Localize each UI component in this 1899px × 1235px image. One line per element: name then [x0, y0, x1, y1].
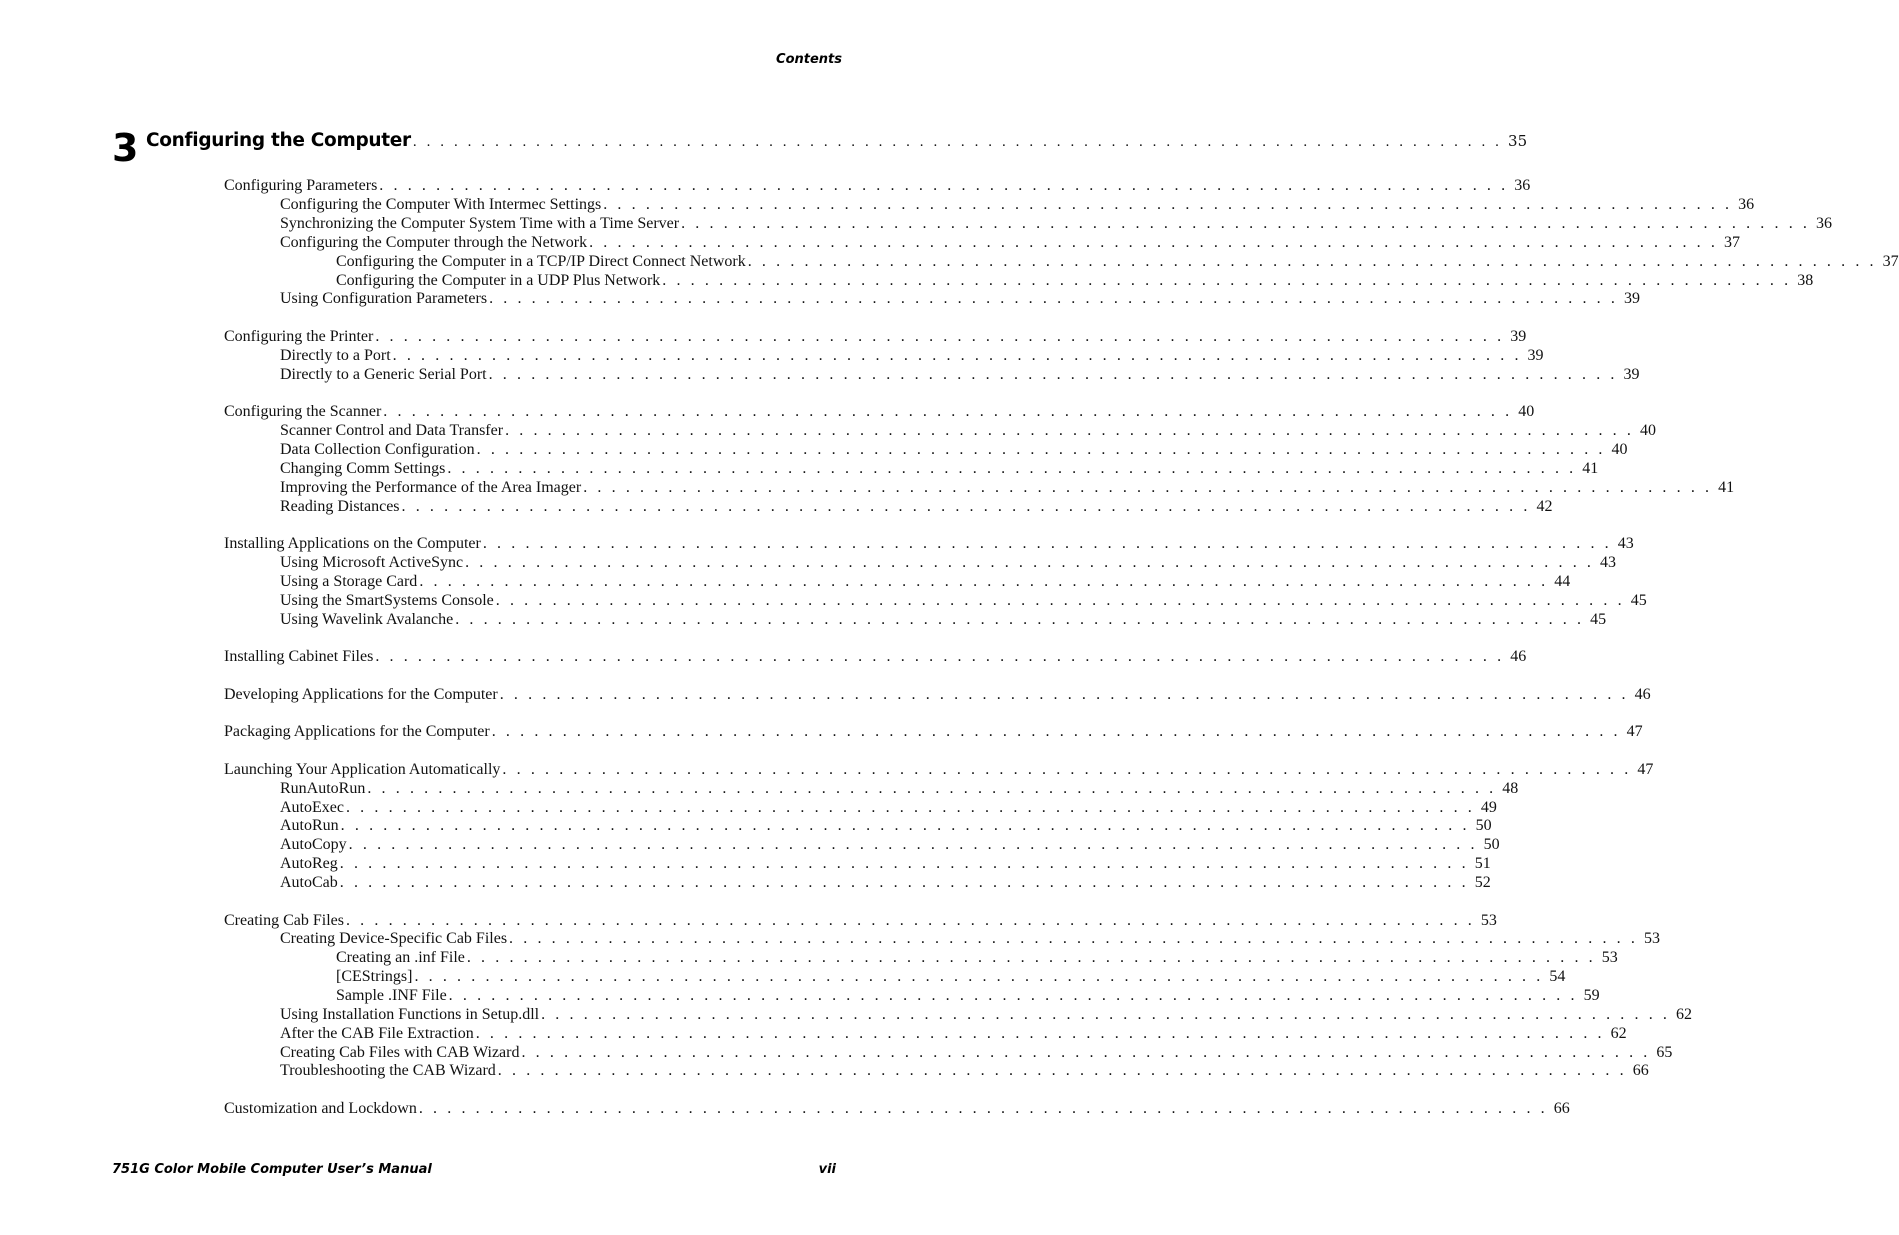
chapter-number: 3 — [112, 126, 139, 170]
toc-entry-page: 53 — [1601, 949, 1618, 966]
toc-entry-title: Scanner Control and Data Transfer — [280, 422, 504, 439]
dot-leader: . . . . . . . . . . . . . . . . . . . . . . . . . . . . . . . . . . . . . . . . . . . . . . . . . . . . . . . . . . . . . . . . . . . . . . . . . . . . . . . . — [465, 554, 1594, 571]
toc-entry[interactable] — [280, 1061, 1649, 1080]
toc-entry-page: 41 — [1718, 479, 1735, 496]
toc-entry-title: Reading Distances — [280, 498, 400, 515]
dot-leader: . . . . . . . . . . . . . . . . . . . . . . . . . . . . . . . . . . . . . . . . . . . . . . . . . . . . . . . . . . . . . . . . . . . . . . . . . . . . . . . . — [681, 215, 1811, 232]
toc-entry-title: AutoReg — [280, 855, 338, 872]
toc-entry[interactable] — [280, 365, 1640, 384]
toc-entry-title: Directly to a Port — [280, 347, 391, 364]
toc-entry[interactable] — [280, 346, 1544, 365]
toc-entry-page: 53 — [1480, 912, 1497, 929]
toc-entry-page: 39 — [1510, 328, 1527, 345]
dot-leader: . . . . . . . . . . . . . . . . . . . . . . . . . . . . . . . . . . . . . . . . . . . . . . . . . . . . . . . . . . . . . . . . . . . . . . . . . . . . . . . . — [339, 855, 1469, 872]
dot-leader: . . . . . . . . . . . . . . . . . . . . . . . . . . . . . . . . . . . . . . . . . . . . . . . . . . . . . . . . . . . . . . . . . . . . . . . . . . . . . . . . — [589, 234, 1718, 251]
dot-leader: . . . . . . . . . . . . . . . . . . . . . . . . . . . . . . . . . . . . . . . . . . . . . . . . . . . . . . . . . . . . . . . . . . . . . . . . . . . . . . . . — [499, 686, 1629, 703]
toc-entry-title: Creating Device-Specific Cab Files — [280, 930, 508, 947]
dot-leader: . . . . . . . . . . . . . . . . . . . . . . . . . . . . . . . . . . . . . . . . . . . . . . . . . . . . . . . . . . . . . . . . . . . . . . . . . . . . . . . . — [367, 780, 1497, 797]
toc-entry[interactable] — [280, 610, 1607, 629]
page-footer — [112, 1162, 836, 1177]
dot-leader: . . . . . . . . . . . . . . . . . . . . . . . . . . . . . . . . . . . . . . . . . . . . . . . . . . . . . . . . . . . . . . . . . . . . . . . . . . . . . . . . — [401, 498, 1531, 515]
toc-entry-title: Using Installation Functions in Setup.dll — [280, 1006, 540, 1023]
toc-entry[interactable] — [280, 289, 1640, 308]
dot-leader: . . . . . . . . . . . . . . . . . . . . . . . . . . . . . . . . . . . . . . . . . . . . . . . . . . . . . . . . . . . . . . . . . . . . . . . . . . . . . . . . — [379, 177, 1509, 194]
running-header: Contents — [776, 52, 842, 67]
toc-entry[interactable] — [224, 1099, 1570, 1118]
dot-leader: . . . . . . . . . . . . . . . . . . . . . . . . . . . . . . . . . . . . . . . . . . . . . . . . . . . . . . . . . . . . . . . . . . . . . . . . . . . . . . . . — [345, 912, 1475, 929]
toc-entry-page: 37 — [1723, 234, 1740, 251]
toc-entry-page: 43 — [1600, 554, 1616, 571]
toc-entry-title: Configuring Parameters — [224, 177, 378, 194]
dot-leader: . . . . . . . . . . . . . . . . . . . . . . . . . . . . . . . . . . . . . . . . . . . . . . . . . . . . . . . . . . . . . . . . . . . . . . . . . . . . . . . . — [339, 874, 1469, 891]
toc-entry-page: 40 — [1639, 422, 1656, 439]
dot-leader: . . . . . . . . . . . . . . . . . . . . . . . . . . . . . . . . . . . . . . . . . . . . . . . . . . . . . . . . . . . . . . . . . . . . . . . . . . . . . . . . — [418, 1100, 1548, 1117]
dot-leader: . . . . . . . . . . . . . . . . . . . . . . . . . . . . . . . . . . . . . . . . . . . . . . . . . . . . . . . . . . . . . . . . . . . . . . . . . . . . . . . . — [345, 799, 1475, 816]
toc-entry[interactable] — [280, 1043, 1673, 1062]
toc-entry-page: 59 — [1583, 987, 1600, 1004]
toc-entry-page: 38 — [1797, 272, 1814, 289]
dot-leader: . . . . . . . . . . . . . . . . . . . . . . . . . . . . . . . . . . . . . . . . . . . . . . . . . . . . . . . . . . . . . . . . . . . . . . . . . . . . . . . . — [466, 949, 1596, 966]
toc-entry-title: Improving the Performance of the Area Imager — [280, 479, 582, 496]
dot-leader: . . . . . . . . . . . . . . . . . . . . . . . . . . . . . . . . . . . . . . . . . . . . . . . . . . . . . . . . . . . . . . . . . . . . . . . . . . . . . . . . — [392, 347, 1522, 364]
toc-entry-page: 50 — [1475, 817, 1492, 834]
toc-entry-page: 54 — [1549, 968, 1566, 985]
toc-entry[interactable] — [280, 195, 1755, 214]
dot-leader: . . . . . . . . . . . . . . . . . . . . . . . . . . . . . . . . . . . . . . . . . . . . . . . . . . . . . . . . . . . . . . . . . . . . . . . . . . . . . . . . — [448, 987, 1578, 1004]
toc-entry-page: 50 — [1483, 836, 1500, 853]
toc-entry-page: 40 — [1518, 403, 1535, 420]
chapter-title: Configuring the Computer — [146, 130, 411, 151]
toc-entry-title: Creating Cab Files — [224, 912, 344, 929]
toc-entry[interactable] — [280, 591, 1647, 610]
toc-entry-page: 46 — [1510, 648, 1527, 665]
toc-entry-page: 39 — [1623, 366, 1640, 383]
toc-entry-title: Using a Storage Card — [280, 573, 418, 590]
toc-entry-title: Configuring the Scanner — [224, 403, 382, 420]
toc-entry-title: Launching Your Application Automatically — [224, 761, 501, 778]
toc-entry[interactable] — [224, 760, 1654, 779]
toc-entry-page: 39 — [1527, 347, 1544, 364]
dot-leader: . . . . . . . . . . . . . . . . . . . . . . . . . . . . . . . . . . . . . . . . . . . . . . . . . . . . . . . . . . . . . . . . . . . . . . . . . . . . . . . . — [603, 196, 1733, 213]
dot-leader: . . . . . . . . . . . . . . . . . . . . . . . . . . . . . . . . . . . . . . . . . . . . . . . . . . . . . . . . . . . . . . . . . . . . . . . . . . . . . . . . — [375, 648, 1505, 665]
toc-entry[interactable] — [280, 854, 1491, 873]
toc-entry[interactable] — [336, 252, 1899, 271]
toc-entry[interactable] — [280, 929, 1660, 948]
toc-entry[interactable] — [224, 176, 1531, 195]
toc-entry-page: 45 — [1590, 611, 1607, 628]
dot-leader: . . . . . . . . . . . . . . . . . . . . . . . . . . . . . . . . . . . . . . . . . . . . . . . . . . . . . . . . . . . . . . . . . . . . . . . . . . . . . . . . — [348, 836, 1478, 853]
toc-entry-page: 45 — [1630, 592, 1647, 609]
toc-entry-page: 42 — [1536, 498, 1553, 515]
toc-entry-title: Synchronizing the Computer System Time with a Time Server — [280, 215, 680, 232]
dot-leader: . . . . . . . . . . . . . . . . . . . . . . . . . . . . . . . . . . . . . . . . . . . . . . . . . . . . . . . . . . . . . . . . . . . . . . . . . . . . . . . . — [541, 1006, 1671, 1023]
dot-leader: . . . . . . . . . . . . . . . . . . . . . . . . . . . . . . . . . . . . . . . . . . . . . . . . . . . . . . . . . . . . . . . . . . . . . . . . . . . . . . . . — [383, 403, 1513, 420]
toc-entry-title: Using Configuration Parameters — [280, 290, 488, 307]
toc-entry-page: 53 — [1643, 930, 1660, 947]
dot-leader: . . . . . . . . . . . . . . . . . . . . . . . . . . . . . . . . . . . . . . . . . . . . . . . . . . . . . . . . . . . . . . . . . . . . . . . . . . . . . . . . — [489, 290, 1618, 307]
dot-leader: . . . . . . . . . . . . . . . . . . . . . . . . . . . . . . . . . . . . . . . . . . . . . . . . . . . . . . . . . . . . . . . . . . . . . . . . . . . . . . . . — [412, 134, 1503, 150]
toc-entry[interactable] — [224, 685, 1651, 704]
toc-entry[interactable] — [224, 402, 1535, 421]
dot-leader: . . . . . . . . . . . . . . . . . . . . . . . . . . . . . . . . . . . . . . . . . . . . . . . . . . . . . . . . . . . . . . . . . . . . . . . . . . . . . . . . — [447, 460, 1577, 477]
toc-entry-page: 47 — [1637, 761, 1654, 778]
toc-entry[interactable] — [280, 873, 1491, 892]
toc-entry[interactable] — [280, 798, 1497, 817]
toc-entry-page: 47 — [1626, 723, 1643, 740]
toc-entry-title: Using the SmartSystems Console — [280, 592, 494, 609]
dot-leader: . . . . . . . . . . . . . . . . . . . . . . . . . . . . . . . . . . . . . . . . . . . . . . . . . . . . . . . . . . . . . . . . . . . . . . . . . . . . . . . . — [491, 723, 1621, 740]
toc-entry[interactable] — [280, 421, 1656, 440]
toc-entry[interactable] — [280, 214, 1833, 233]
page-number: vii — [818, 1162, 836, 1177]
toc-entry[interactable] — [224, 647, 1527, 666]
toc-entry-title: Configuring the Computer through the Network — [280, 234, 588, 251]
toc-entry-title: Customization and Lockdown — [224, 1100, 417, 1117]
toc-entry[interactable] — [280, 478, 1735, 497]
toc-entry-page: 62 — [1676, 1006, 1693, 1023]
toc-entry-title: AutoCopy — [280, 836, 347, 853]
dot-leader: . . . . . . . . . . . . . . . . . . . . . . . . . . . . . . . . . . . . . . . . . . . . . . . . . . . . . . . . . . . . . . . . . . . . . . . . . . . . . . . . — [475, 1025, 1605, 1042]
toc-entry-title: AutoRun — [280, 817, 339, 834]
toc-entry-title: RunAutoRun — [280, 780, 366, 797]
toc-entry[interactable] — [280, 440, 1628, 459]
toc-entry[interactable] — [280, 835, 1500, 854]
toc-entry-page: 62 — [1610, 1025, 1627, 1042]
toc-entry-page: 66 — [1632, 1062, 1649, 1079]
toc-entry-title: Installing Applications on the Computer — [224, 535, 481, 552]
toc-entry-title: Sample .INF File — [336, 987, 447, 1004]
toc-entry[interactable] — [280, 233, 1740, 252]
toc-entry-title: Configuring the Computer With Intermec Settings — [280, 196, 602, 213]
dot-leader: . . . . . . . . . . . . . . . . . . . . . . . . . . . . . . . . . . . . . . . . . . . . . . . . . . . . . . . . . . . . . . . . . . . . . . . . . . . . . . . . — [509, 930, 1638, 947]
toc-entry-page: 49 — [1480, 799, 1497, 816]
toc-entry-title: Changing Comm Settings — [280, 460, 446, 477]
toc-entry-page: 36 — [1514, 177, 1531, 194]
toc-entry-title: AutoExec — [280, 799, 344, 816]
toc-entry[interactable] — [280, 816, 1492, 835]
toc-entry[interactable] — [224, 911, 1497, 930]
dot-leader: . . . . . . . . . . . . . . . . . . . . . . . . . . . . . . . . . . . . . . . . . . . . . . . . . . . . . . . . . . . . . . . . . . . . . . . . . . . . . . . . — [455, 611, 1585, 628]
toc-entry[interactable] — [280, 553, 1616, 572]
toc-entry-title: Configuring the Computer in a TCP/IP Direct Connect Network — [336, 253, 746, 270]
manual-title: 751G Color Mobile Computer User’s Manual — [112, 1162, 432, 1177]
dot-leader: . . . . . . . . . . . . . . . . . . . . . . . . . . . . . . . . . . . . . . . . . . . . . . . . . . . . . . . . . . . . . . . . . . . . . . . . . . . . . . . . — [340, 817, 1470, 834]
dot-leader: . . . . . . . . . . . . . . . . . . . . . . . . . . . . . . . . . . . . . . . . . . . . . . . . . . . . . . . . . . . . . . . . . . . . . . . . . . . . . . . . — [497, 1062, 1627, 1079]
toc-entry[interactable] — [224, 534, 1634, 553]
dot-leader: . . . . . . . . . . . . . . . . . . . . . . . . . . . . . . . . . . . . . . . . . . . . . . . . . . . . . . . . . . . . . . . . . . . . . . . . . . . . . . . . — [662, 272, 1792, 289]
toc-entry-title: Configuring the Computer in a UDP Plus Network — [336, 272, 661, 289]
toc-entry[interactable] — [280, 572, 1571, 591]
dot-leader: . . . . . . . . . . . . . . . . . . . . . . . . . . . . . . . . . . . . . . . . . . . . . . . . . . . . . . . . . . . . . . . . . . . . . . . . . . . . . . . . — [414, 968, 1544, 985]
toc-entry-title: Data Collection Configuration — [280, 441, 475, 458]
toc-entry[interactable] — [280, 1024, 1627, 1043]
toc-entry[interactable] — [336, 271, 1814, 290]
toc-entry-title: Using Wavelink Avalanche — [280, 611, 454, 628]
toc-entry-title: [CEStrings] — [336, 968, 413, 985]
dot-leader: . . . . . . . . . . . . . . . . . . . . . . . . . . . . . . . . . . . . . . . . . . . . . . . . . . . . . . . . . . . . . . . . . . . . . . . . . . . . . . . . — [476, 441, 1606, 458]
dot-leader: . . . . . . . . . . . . . . . . . . . . . . . . . . . . . . . . . . . . . . . . . . . . . . . . . . . . . . . . . . . . . . . . . . . . . . . . . . . . . . . . — [521, 1044, 1651, 1061]
toc-entry-page: 52 — [1474, 874, 1491, 891]
dot-leader: . . . . . . . . . . . . . . . . . . . . . . . . . . . . . . . . . . . . . . . . . . . . . . . . . . . . . . . . . . . . . . . . . . . . . . . . . . . . . . . . — [419, 573, 1549, 590]
chapter-page-number: 35 — [1508, 132, 1528, 150]
chapter-heading — [112, 126, 1528, 170]
toc-entry-page: 44 — [1554, 573, 1571, 590]
toc-entry-title: Packaging Applications for the Computer — [224, 723, 490, 740]
toc-entry[interactable] — [280, 497, 1553, 516]
toc-entry-title: Creating Cab Files with CAB Wizard — [280, 1044, 520, 1061]
toc-entry-title: Developing Applications for the Computer — [224, 686, 498, 703]
toc-entry-page: 40 — [1611, 441, 1628, 458]
toc-entry-title: After the CAB File Extraction — [280, 1025, 474, 1042]
toc-entry-title: AutoCab — [280, 874, 338, 891]
toc-entry-page: 51 — [1474, 855, 1491, 872]
dot-leader: . . . . . . . . . . . . . . . . . . . . . . . . . . . . . . . . . . . . . . . . . . . . . . . . . . . . . . . . . . . . . . . . . . . . . . . . . . . . . . . . — [488, 366, 1618, 383]
toc-entry[interactable] — [224, 722, 1643, 741]
dot-leader: . . . . . . . . . . . . . . . . . . . . . . . . . . . . . . . . . . . . . . . . . . . . . . . . . . . . . . . . . . . . . . . . . . . . . . . . . . . . . . . . — [482, 535, 1612, 552]
toc-entry[interactable] — [336, 967, 1566, 986]
toc-entry-title: Installing Cabinet Files — [224, 648, 374, 665]
toc-entry[interactable] — [280, 779, 1519, 798]
toc-entry-page: 46 — [1634, 686, 1651, 703]
dot-leader: . . . . . . . . . . . . . . . . . . . . . . . . . . . . . . . . . . . . . . . . . . . . . . . . . . . . . . . . . . . . . . . . . . . . . . . . . . . . . . . . — [495, 592, 1625, 609]
toc-entry[interactable] — [224, 327, 1527, 346]
toc-entry-title: Directly to a Generic Serial Port — [280, 366, 487, 383]
dot-leader: . . . . . . . . . . . . . . . . . . . . . . . . . . . . . . . . . . . . . . . . . . . . . . . . . . . . . . . . . . . . . . . . . . . . . . . . . . . . . . . . — [505, 422, 1634, 439]
toc-entry[interactable] — [336, 948, 1618, 967]
toc-entry-title: Using Microsoft ActiveSync — [280, 554, 464, 571]
toc-entry-page: 65 — [1656, 1044, 1673, 1061]
toc-entry[interactable] — [280, 459, 1599, 478]
dot-leader: . . . . . . . . . . . . . . . . . . . . . . . . . . . . . . . . . . . . . . . . . . . . . . . . . . . . . . . . . . . . . . . . . . . . . . . . . . . . . . . . — [502, 761, 1632, 778]
toc-entry-title: Creating an .inf File — [336, 949, 465, 966]
toc-entry[interactable] — [336, 986, 1600, 1005]
toc-entry-title: Troubleshooting the CAB Wizard — [280, 1062, 496, 1079]
toc-entry-title: Configuring the Printer — [224, 328, 374, 345]
dot-leader: . . . . . . . . . . . . . . . . . . . . . . . . . . . . . . . . . . . . . . . . . . . . . . . . . . . . . . . . . . . . . . . . . . . . . . . . . . . . . . . . — [375, 328, 1505, 345]
toc-entry-page: 36 — [1816, 215, 1833, 232]
toc-entry-page: 39 — [1623, 290, 1640, 307]
toc-entry-page: 66 — [1553, 1100, 1570, 1117]
toc-entry-page: 43 — [1617, 535, 1634, 552]
dot-leader: . . . . . . . . . . . . . . . . . . . . . . . . . . . . . . . . . . . . . . . . . . . . . . . . . . . . . . . . . . . . . . . . . . . . . . . . . . . . . . . . — [747, 253, 1877, 270]
toc-entry-page: 37 — [1882, 253, 1899, 270]
toc-entry-page: 41 — [1582, 460, 1599, 477]
toc-entry-page: 36 — [1738, 196, 1755, 213]
dot-leader: . . . . . . . . . . . . . . . . . . . . . . . . . . . . . . . . . . . . . . . . . . . . . . . . . . . . . . . . . . . . . . . . . . . . . . . . . . . . . . . . — [583, 479, 1713, 496]
toc-entry[interactable] — [280, 1005, 1693, 1024]
chapter-title-row[interactable] — [146, 130, 1528, 154]
toc-entry-page: 48 — [1502, 780, 1519, 797]
